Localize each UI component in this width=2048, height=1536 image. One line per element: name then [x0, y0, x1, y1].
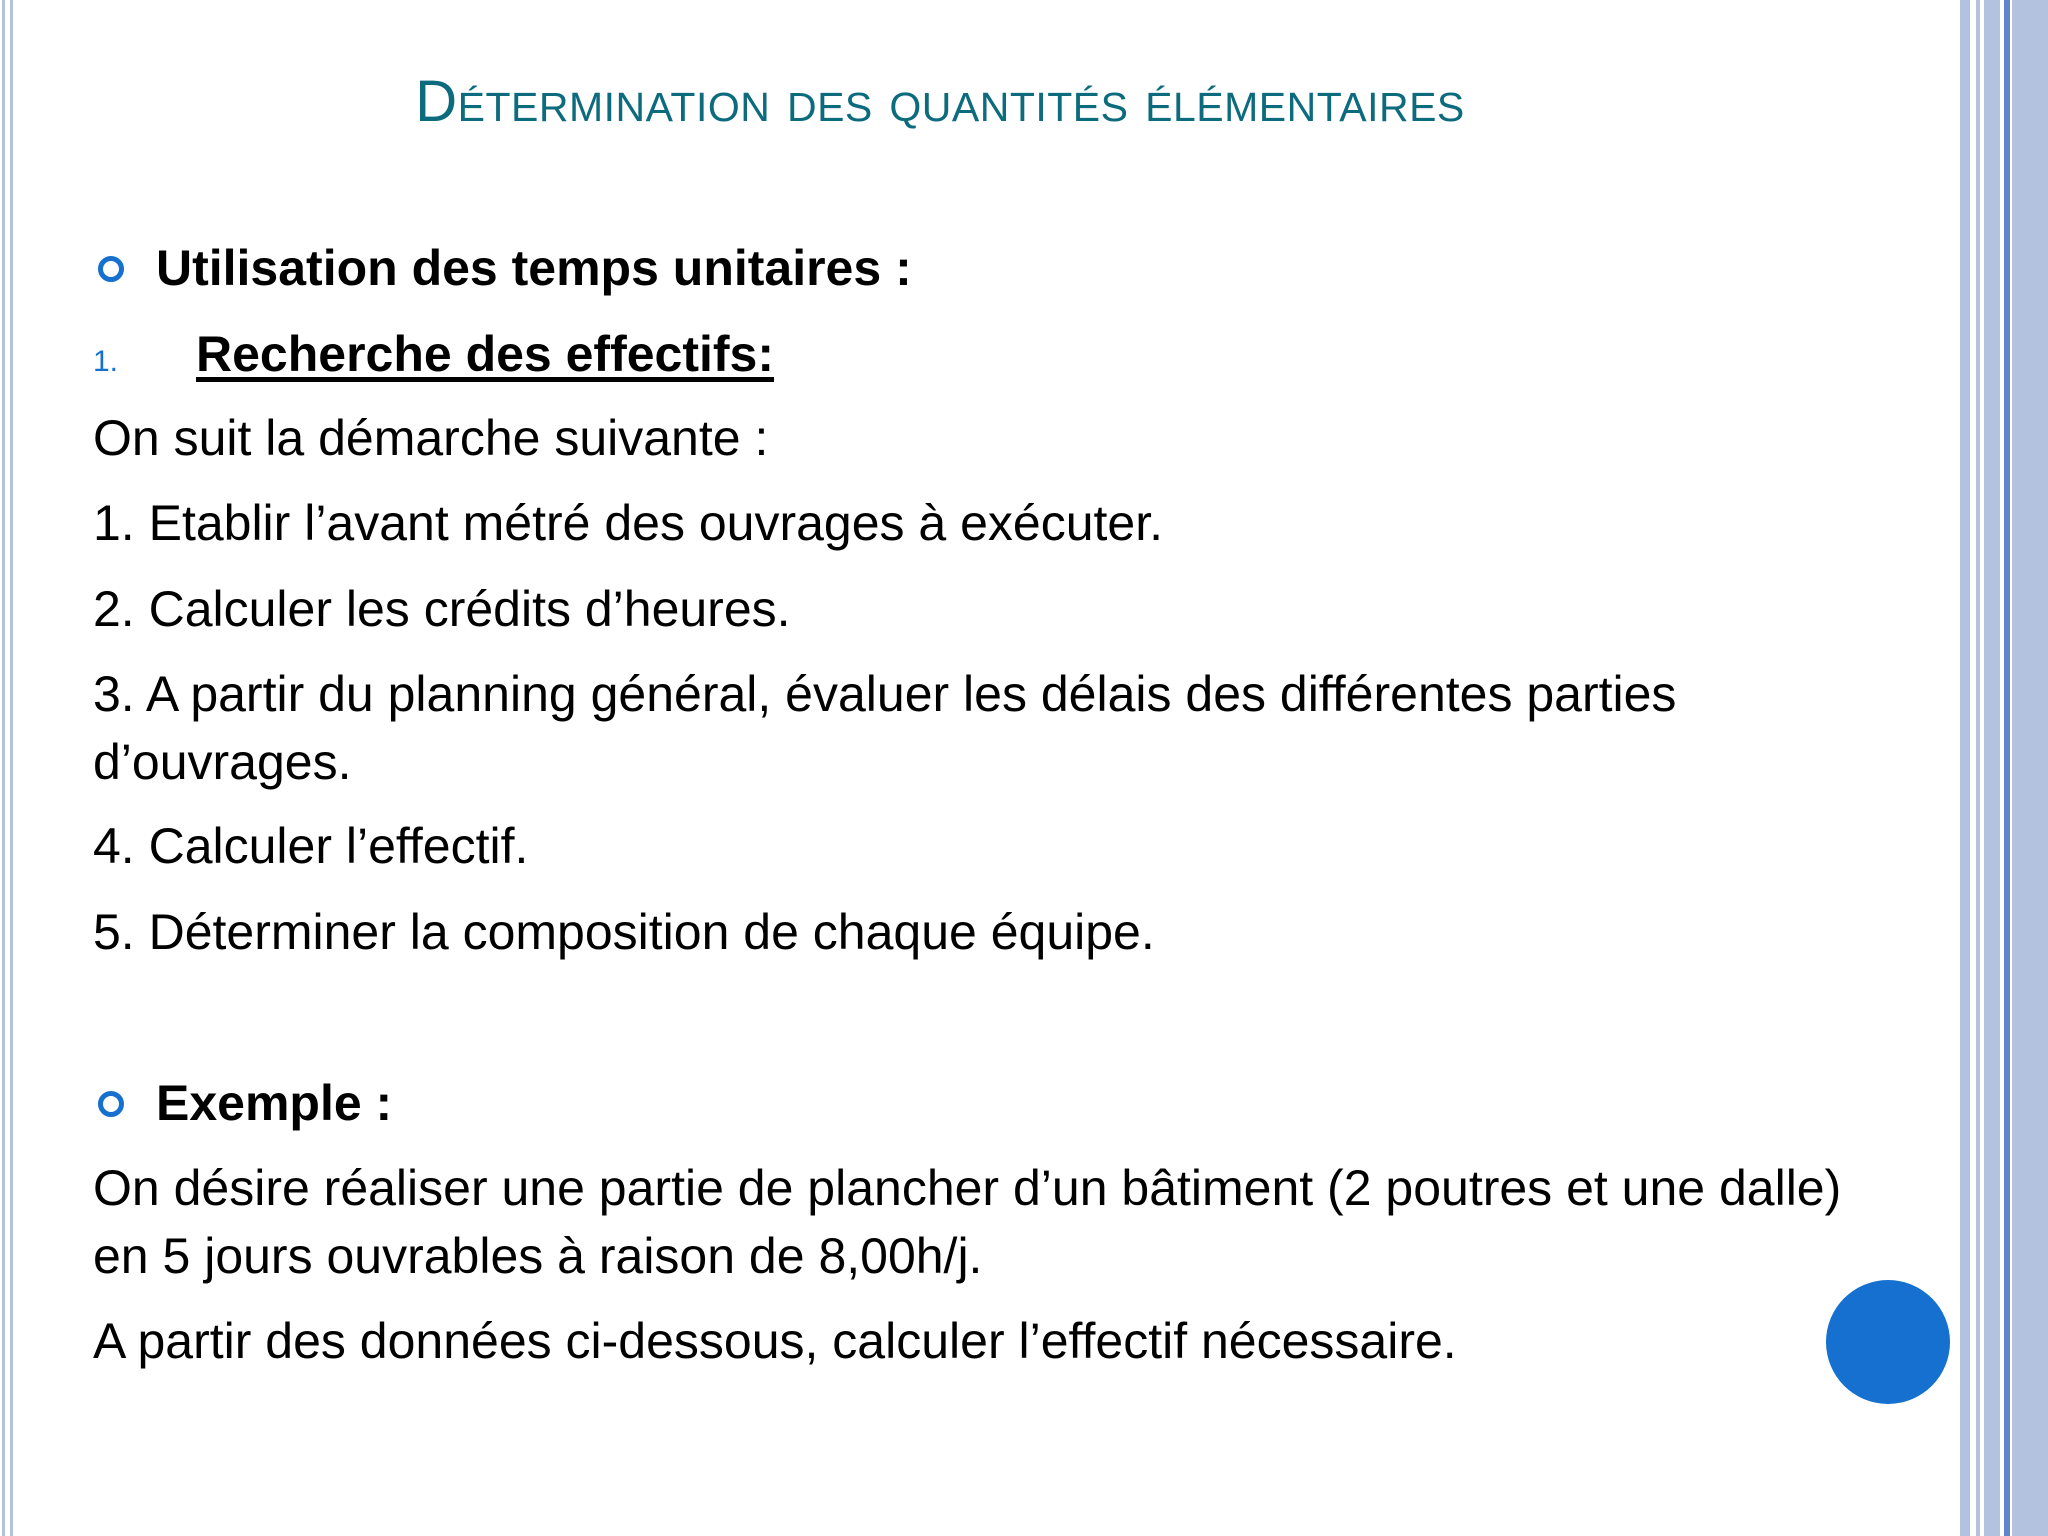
step-item: 5. Déterminer la composition de chaque équipe. — [93, 904, 1155, 960]
step-item: 2. Calculer les crédits d’heures. — [93, 581, 791, 637]
intro-text: On suit la démarche suivante : — [93, 410, 769, 466]
right-frame-stripe — [1960, 0, 1970, 1536]
right-frame-stripe — [2012, 0, 2048, 1536]
numbered-heading-text: Recherche des effectifs: — [196, 326, 775, 382]
step-item: 4. Calculer l’effectif. — [93, 818, 529, 874]
step-item: 3. A partir du planning général, évaluer les délais des différentes parties d’ouvrages. — [93, 666, 1677, 790]
right-frame-stripe — [1984, 0, 2000, 1536]
right-frame-stripe — [2004, 0, 2010, 1536]
example-text: On désire réaliser une partie de plancher d’un bâtiment (2 poutres et une dalle) en 5 jours ouvrables à raison de 8,00h/j. — [93, 1160, 1842, 1284]
example-text: A partir des données ci-dessous, calculer l’effectif nécessaire. — [93, 1313, 1457, 1369]
step-item: 1. Etablir l’avant métré des ouvrages à exécuter. — [93, 495, 1164, 551]
bullet-text: Utilisation des temps unitaires : — [156, 240, 912, 296]
bullet-text: Exemple : — [156, 1075, 393, 1131]
slide-title — [0, 70, 1880, 134]
decorative-circle — [1826, 1280, 1950, 1404]
ring-bullet-icon — [98, 1091, 124, 1117]
left-frame-line — [10, 0, 13, 1536]
numbered-marker: 1. — [93, 345, 119, 378]
left-frame-line — [2, 0, 5, 1536]
slide-title-text: Détermination des quantités élémentaires — [415, 69, 1465, 134]
right-frame-stripe — [1976, 0, 1980, 1536]
ring-bullet-icon — [98, 256, 124, 282]
